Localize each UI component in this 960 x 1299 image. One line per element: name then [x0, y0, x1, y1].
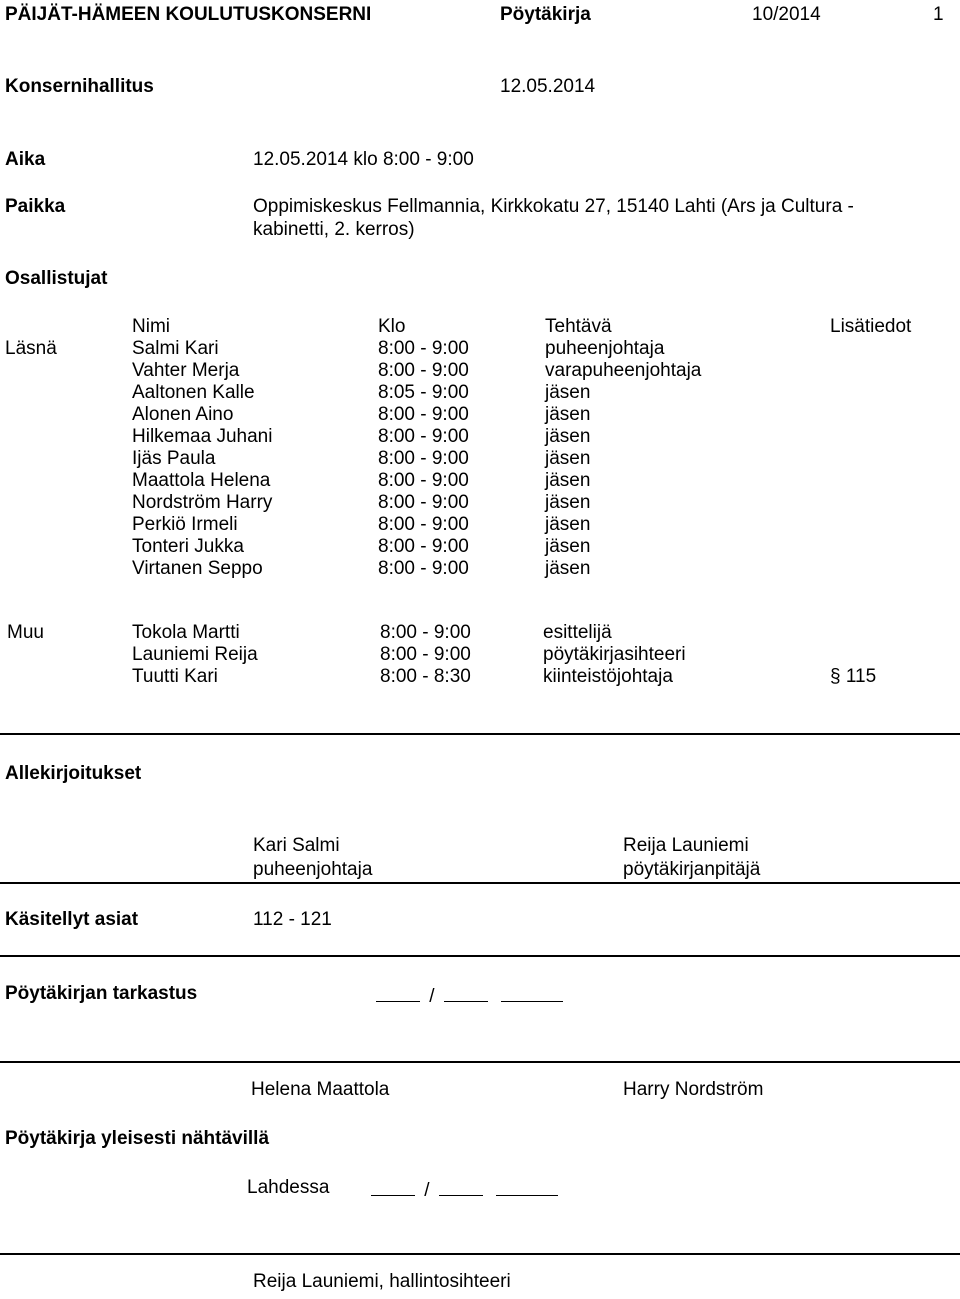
signature-line — [0, 882, 960, 884]
participant-role: jäsen — [545, 426, 591, 447]
participant-time: 8:00 - 9:00 — [378, 360, 469, 381]
public-place: Lahdessa — [247, 1177, 330, 1198]
review-date-blanks — [376, 983, 563, 1008]
table-row — [0, 338, 960, 360]
document-number: 10/2014 — [752, 4, 821, 25]
signer-1-name: Kari Salmi — [253, 835, 340, 856]
table-row — [0, 536, 960, 558]
participant-name: Nordström Harry — [132, 492, 273, 513]
table-row — [0, 514, 960, 536]
participant-time: 8:00 - 9:00 — [378, 338, 469, 359]
other-label: Muu — [7, 622, 44, 643]
reviewer-1-name: Helena Maattola — [251, 1079, 390, 1100]
handled-value: 112 - 121 — [253, 909, 332, 930]
participant-name: Maattola Helena — [132, 470, 271, 491]
signer-1-role: puheenjohtaja — [253, 859, 373, 880]
signer-2-name: Reija Launiemi — [623, 835, 749, 856]
section-divider — [0, 733, 960, 735]
participant-time: 8:00 - 9:00 — [378, 514, 469, 535]
table-row — [0, 470, 960, 492]
place-line-2: kabinetti, 2. kerros) — [253, 219, 415, 240]
participant-time: 8:00 - 9:00 — [378, 426, 469, 447]
review-month-blank — [444, 983, 488, 1002]
review-year-blank — [501, 983, 563, 1002]
participant-time: 8:00 - 9:00 — [378, 558, 469, 579]
table-row — [0, 622, 960, 644]
signer-2-role: pöytäkirjanpitäjä — [623, 859, 761, 880]
participant-time: 8:05 - 9:00 — [378, 382, 469, 403]
participant-info: § 115 — [830, 666, 877, 687]
table-row — [0, 644, 960, 666]
participants-label: Osallistujat — [5, 268, 108, 289]
participant-role: jäsen — [545, 404, 591, 425]
participant-name: Tuutti Kari — [132, 666, 218, 687]
public-day-blank — [371, 1177, 415, 1196]
handled-label: Käsitellyt asiat — [5, 909, 139, 930]
table-row — [0, 382, 960, 404]
column-header-time: Klo — [378, 316, 406, 337]
review-divider — [0, 1061, 960, 1063]
participant-name: Tonteri Jukka — [132, 536, 244, 557]
public-label: Pöytäkirja yleisesti nähtävillä — [5, 1128, 270, 1149]
document-type: Pöytäkirja — [500, 4, 591, 25]
participant-name: Perkiö Irmeli — [132, 514, 238, 535]
public-date-blanks — [371, 1177, 558, 1202]
participant-name: Tokola Martti — [132, 622, 240, 643]
participant-role: jäsen — [545, 514, 591, 535]
time-value: 12.05.2014 klo 8:00 - 9:00 — [253, 149, 474, 170]
participant-role: jäsen — [545, 448, 591, 469]
page-number: 1 — [933, 4, 944, 25]
participant-time: 8:00 - 9:00 — [378, 492, 469, 513]
table-row — [0, 666, 960, 688]
participant-name: Vahter Merja — [132, 360, 240, 381]
participant-role: jäsen — [545, 382, 591, 403]
participant-role: kiinteistöjohtaja — [543, 666, 673, 687]
public-slash: / — [424, 1180, 430, 1201]
participant-name: Salmi Kari — [132, 338, 219, 359]
participant-role: puheenjohtaja — [545, 338, 665, 359]
present-label: Läsnä — [5, 338, 57, 359]
table-row — [0, 558, 960, 580]
column-header-info: Lisätiedot — [830, 316, 912, 337]
signatures-label: Allekirjoitukset — [5, 763, 142, 784]
participant-time: 8:00 - 9:00 — [378, 536, 469, 557]
participant-name: Launiemi Reija — [132, 644, 258, 665]
body-name: Konsernihallitus — [5, 76, 154, 97]
participant-time: 8:00 - 9:00 — [378, 448, 469, 469]
participant-name: Ijäs Paula — [132, 448, 216, 469]
organization-name: PÄIJÄT-HÄMEEN KOULUTUSKONSERNI — [5, 4, 372, 25]
participant-role: esittelijä — [543, 622, 612, 643]
participant-name: Alonen Aino — [132, 404, 234, 425]
participant-role: pöytäkirjasihteeri — [543, 644, 686, 665]
table-row — [0, 404, 960, 426]
handled-divider — [0, 955, 960, 957]
public-divider — [0, 1253, 960, 1255]
participant-role: jäsen — [545, 558, 591, 579]
reviewer-2-name: Harry Nordström — [623, 1079, 764, 1100]
column-header-name: Nimi — [132, 316, 170, 337]
table-row — [0, 492, 960, 514]
table-row — [0, 448, 960, 470]
participant-role: jäsen — [545, 536, 591, 557]
participant-name: Virtanen Seppo — [132, 558, 263, 579]
column-header-role: Tehtävä — [545, 316, 612, 337]
participant-name: Hilkemaa Juhani — [132, 426, 273, 447]
participant-time: 8:00 - 9:00 — [380, 644, 471, 665]
participant-role: jäsen — [545, 470, 591, 491]
public-year-blank — [496, 1177, 558, 1196]
review-label: Pöytäkirjan tarkastus — [5, 983, 198, 1004]
place-line-1: Oppimiskeskus Fellmannia, Kirkkokatu 27, 15140 Lahti (Ars ja Cultura - — [253, 196, 854, 217]
participant-time: 8:00 - 9:00 — [378, 404, 469, 425]
participant-role: varapuheenjohtaja — [545, 360, 702, 381]
participant-role: jäsen — [545, 492, 591, 513]
certifier-name: Reija Launiemi, hallintosihteeri — [253, 1271, 511, 1292]
review-slash: / — [429, 986, 435, 1007]
table-row — [0, 360, 960, 382]
time-label: Aika — [5, 149, 46, 170]
public-month-blank — [439, 1177, 483, 1196]
participant-time: 8:00 - 9:00 — [378, 470, 469, 491]
review-day-blank — [376, 983, 420, 1002]
participant-name: Aaltonen Kalle — [132, 382, 255, 403]
participant-time: 8:00 - 8:30 — [380, 666, 471, 687]
place-label: Paikka — [5, 196, 66, 217]
participant-time: 8:00 - 9:00 — [380, 622, 471, 643]
table-row — [0, 426, 960, 448]
meeting-date: 12.05.2014 — [500, 76, 596, 97]
